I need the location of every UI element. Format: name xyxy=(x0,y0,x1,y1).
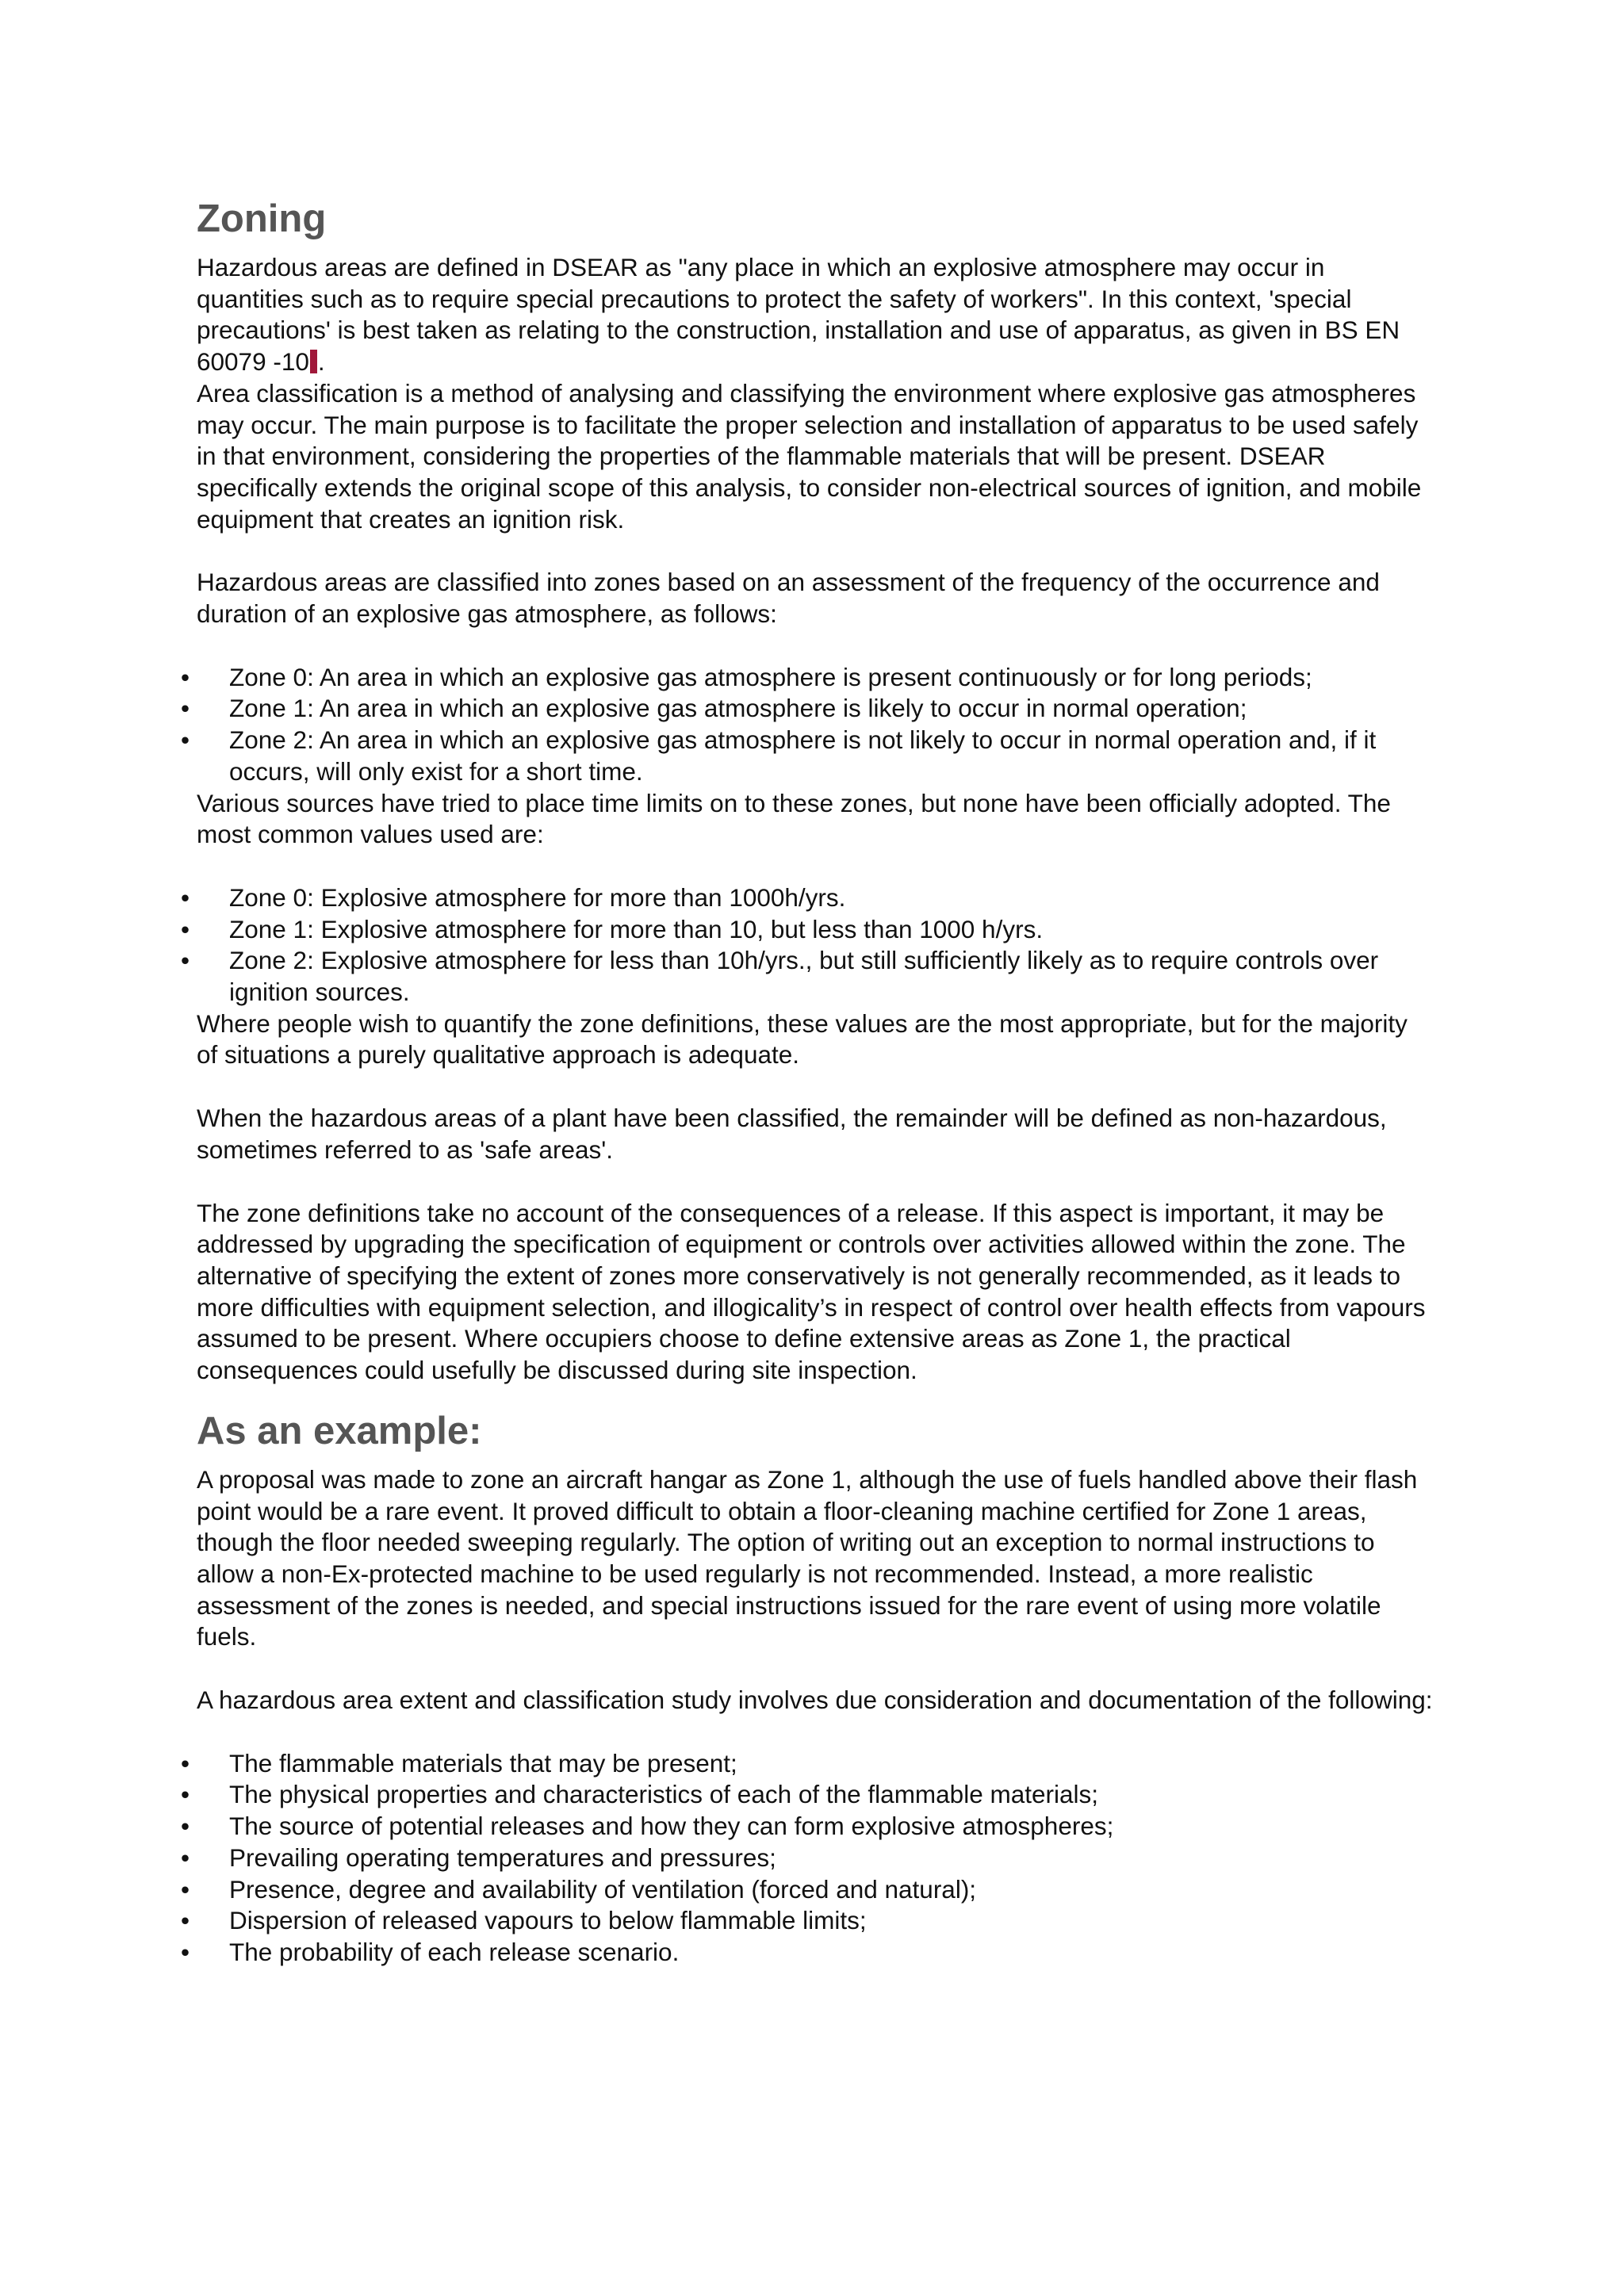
list-item xyxy=(181,1811,1434,1843)
bullet-icon: • xyxy=(181,882,190,912)
list-item xyxy=(181,1905,1434,1937)
list-item xyxy=(181,725,1434,787)
list-item-text: Prevailing operating temperatures and pressures; xyxy=(229,1843,776,1872)
list-item-text: Dispersion of released vapours to below flammable limits; xyxy=(229,1906,867,1935)
bullet-icon: • xyxy=(181,725,190,755)
list-item xyxy=(181,662,1434,694)
list-item-text: The source of potential releases and how they can form explosive atmospheres; xyxy=(229,1812,1114,1841)
list-item-text: Zone 1: Explosive atmosphere for more than 10, but less than 1000 h/yrs. xyxy=(229,914,1044,943)
paragraph-gap xyxy=(197,1716,1434,1748)
paragraph-gap xyxy=(197,1653,1434,1685)
bullet-icon: • xyxy=(181,694,190,723)
heading-zoning: Zoning xyxy=(197,197,327,240)
bullet-icon: • xyxy=(181,946,190,975)
list-item xyxy=(181,693,1434,725)
paragraph-safe-areas: When the hazardous areas of a plant have been classified, the remainder will be defined as non-hazardous, sometimes referred to as 'safe areas'. xyxy=(197,1104,1387,1164)
list-item-text: The flammable materials that may be present; xyxy=(229,1748,737,1777)
paragraph-gap xyxy=(197,1071,1434,1103)
paragraph-study-intro: A hazardous area extent and classification study involves due consideration and documentation of the following: xyxy=(197,1686,1433,1715)
list-item xyxy=(181,882,1434,914)
list-item xyxy=(181,1748,1434,1780)
paragraph-dsear-end: . xyxy=(317,347,325,377)
list-item-text: The probability of each release scenario. xyxy=(229,1937,680,1966)
paragraph-hangar-example: A proposal was made to zone an aircraft hangar as Zone 1, although the use of fuels handled above their flash point would be a rare event. It proved difficult to obtain a floor-cleaning machine certified for Zone 1 areas, though the floor needed sweeping regularly. The option of writing out an exception to normal instructions to allow a non-Ex-protected machine to be used regularly is not recommended. Instead, a more realistic assessment of the zones is needed, and special instructions issued for the rare event of using more volatile fuels. xyxy=(197,1464,1418,1651)
heading-example: As an example: xyxy=(197,1409,482,1452)
paragraph-dsear-definition xyxy=(197,252,1434,378)
list-item-text: Presence, degree and availability of ventilation (forced and natural); xyxy=(229,1874,977,1904)
paragraph-dsear-text: Hazardous areas are defined in DSEAR as "any place in which an explosive atmosphere may occur in quantities such as to require special precautions to protect the safety of workers". In this context, 'special precautions' is best taken as relating to the construction, installation and use of apparatus, as given in BS EN 60079 -10 xyxy=(197,253,1400,377)
bullet-icon: • xyxy=(181,662,190,691)
list-item xyxy=(181,1779,1434,1811)
list-item xyxy=(181,1874,1434,1906)
bullet-icon: • xyxy=(181,1874,190,1904)
list-item-text: Zone 2: An area in which an explosive gas atmosphere is not likely to occur in normal operation and, if it occurs, will only exist for a short time. xyxy=(229,725,1377,786)
list-item-text: Zone 1: An area in which an explosive gas atmosphere is likely to occur in normal operation; xyxy=(229,694,1247,723)
paragraph-gap xyxy=(197,851,1434,882)
paragraph-zone-intro: Hazardous areas are classified into zones based on an assessment of the frequency of the occurrence and duration of an explosive gas atmosphere, as follows: xyxy=(197,568,1380,629)
list-item xyxy=(181,1843,1434,1874)
list-item-text: Zone 2: Explosive atmosphere for less than 10h/yrs., but still sufficiently likely as to require controls over ignition sources. xyxy=(229,946,1379,1007)
bullet-icon: • xyxy=(181,1906,190,1935)
zone-definitions-list xyxy=(181,662,1434,788)
paragraph-consequences: The zone definitions take no account of the consequences of a release. If this aspect is important, it may be addressed by upgrading the specification of equipment or controls over activities allowed within the zone. The alternative of specifying the extent of zones more conservatively is not generally recommended, as it leads to more difficulties with equipment selection, and illogicality’s in respect of control over health effects from vapours assumed to be present. Where occupiers choose to define extensive areas as Zone 1, the practical consequences could usefully be discussed during site inspection. xyxy=(197,1198,1426,1385)
list-item xyxy=(181,914,1434,946)
bullet-icon: • xyxy=(181,1937,190,1966)
paragraph-gap xyxy=(197,630,1434,662)
paragraph-time-limits: Various sources have tried to place time limits on to these zones, but none have been officially adopted. The most common values used are: xyxy=(197,788,1391,849)
bullet-icon: • xyxy=(181,914,190,943)
list-item-text: Zone 0: An area in which an explosive gas atmosphere is present continuously or for long periods; xyxy=(229,662,1312,691)
bullet-icon: • xyxy=(181,1812,190,1841)
text-cursor-marker xyxy=(310,350,317,373)
document-content xyxy=(181,195,1434,1969)
list-item-text: The physical properties and characteristics of each of the flammable materials; xyxy=(229,1780,1099,1809)
paragraph-quantify-zones: Where people wish to quantify the zone definitions, these values are the most appropriate, but for the majority of situations a purely qualitative approach is adequate. xyxy=(197,1008,1408,1070)
bullet-icon: • xyxy=(181,1843,190,1872)
bullet-icon: • xyxy=(181,1748,190,1777)
paragraph-gap xyxy=(197,1166,1434,1198)
list-item xyxy=(181,945,1434,1008)
list-item-text: Zone 0: Explosive atmosphere for more than 1000h/yrs. xyxy=(229,882,846,912)
bullet-icon: • xyxy=(181,1780,190,1809)
zone-times-list xyxy=(181,882,1434,1008)
paragraph-gap xyxy=(197,535,1434,567)
paragraph-area-classification: Area classification is a method of analysing and classifying the environment where explosive gas atmospheres may occur. The main purpose is to facilitate the proper selection and installation of apparatus to be used safely in that environment, considering the properties of the flammable materials that will be present. DSEAR specifically extends the original scope of this analysis, to consider non-electrical sources of ignition, and mobile equipment that creates an ignition risk. xyxy=(197,378,1422,534)
list-item xyxy=(181,1937,1434,1969)
study-items-list xyxy=(181,1748,1434,1969)
